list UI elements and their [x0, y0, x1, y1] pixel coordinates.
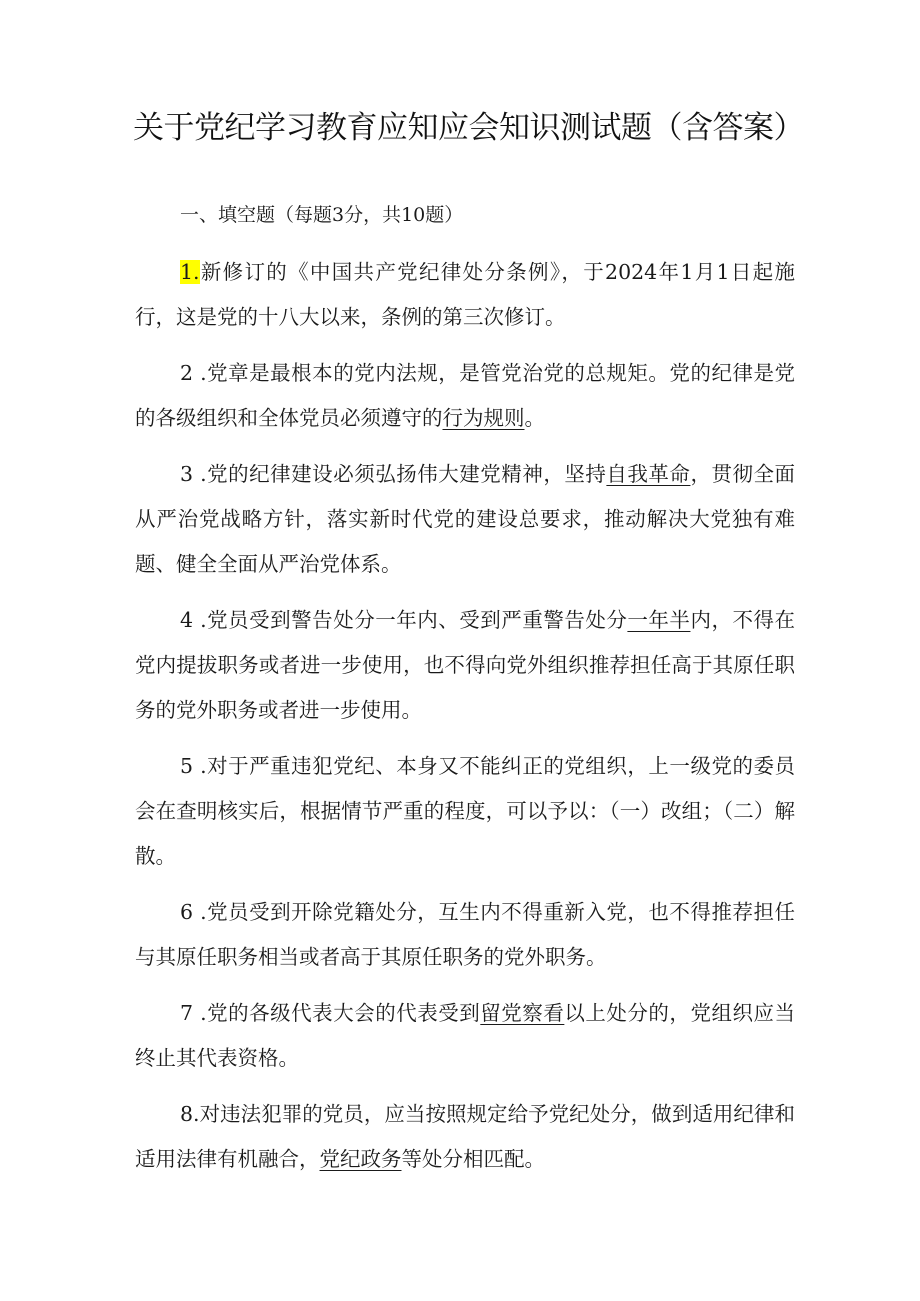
question-number-highlighted: 1. [180, 260, 200, 284]
question-text: 党的纪律建设必须弘扬伟大建党精神，坚持 [206, 462, 607, 486]
answer-underlined: 行为规则 [442, 406, 525, 430]
question-text-after: 内，不得在党内提拔职务或者进一步使用，也不得向党外组织推荐担任高于其原任职务的党外职务或者进一步使用。 [135, 608, 796, 722]
question-3 [135, 452, 795, 587]
question-4 [135, 598, 795, 733]
question-number: 5 . [180, 754, 207, 778]
question-text: 对于严重违犯党纪、本身又不能纠正的党组织，上一级党的委员会在查明核实后，根据情节严重的程度，可以予以：（一）改组；（二）解散。 [135, 754, 795, 868]
question-number: 3 . [180, 462, 207, 486]
question-text: 新修订的《中国共产党纪律处分条例》，于2024年1月1日起施行，这是党的十八大以来，条例的第三次修订。 [135, 260, 795, 329]
question-number: 8. [180, 1102, 200, 1126]
question-text: 党员受到开除党籍处分，互生内不得重新入党，也不得推荐担任与其原任职务相当或者高于其原任职务的党外职务。 [135, 900, 795, 969]
question-text: 党员受到警告处分一年内、受到严重警告处分 [206, 608, 628, 632]
page-title: 关于党纪学习教育应知应会知识测试题（含答案） [133, 110, 804, 146]
question-text: 党的各级代表大会的代表受到 [206, 1001, 481, 1025]
answer-underlined: 留党察看 [480, 1001, 565, 1025]
answer-underlined: 党纪政务 [319, 1147, 402, 1171]
question-text-after: 。 [524, 406, 545, 430]
question-text-after: 等处分相匹配。 [401, 1147, 545, 1171]
question-number: 7 . [180, 1001, 207, 1025]
question-text: 党章是最根本的党内法规，是管党治党的总规矩。党的纪律是党的各级组织和全体党员必须遵守的 [135, 361, 795, 430]
section-heading: 一、填空题（每题3分，共10题） [180, 204, 464, 226]
question-text-after: ，贯彻全面从严治党战略方针，落实新时代党的建设总要求，推动解决大党独有难题、健全全面从严治党体系。 [135, 462, 796, 576]
question-8 [135, 1092, 795, 1182]
question-number: 4 . [180, 608, 207, 632]
question-2 [135, 351, 795, 441]
question-number: 2 . [180, 361, 207, 385]
question-5 [135, 744, 795, 879]
question-number: 6 . [180, 900, 207, 924]
question-list [135, 250, 795, 1193]
question-text-after: 以上处分的，党组织应当终止其代表资格。 [135, 1001, 796, 1070]
answer-underlined: 自我革命 [606, 462, 691, 486]
question-6 [135, 890, 795, 980]
question-text: 对违法犯罪的党员，应当按照规定给予党纪处分，做到适用纪律和适用法律有机融合， [135, 1102, 795, 1171]
answer-underlined: 一年半 [627, 608, 691, 632]
question-7 [135, 991, 795, 1081]
question-1 [135, 250, 795, 340]
